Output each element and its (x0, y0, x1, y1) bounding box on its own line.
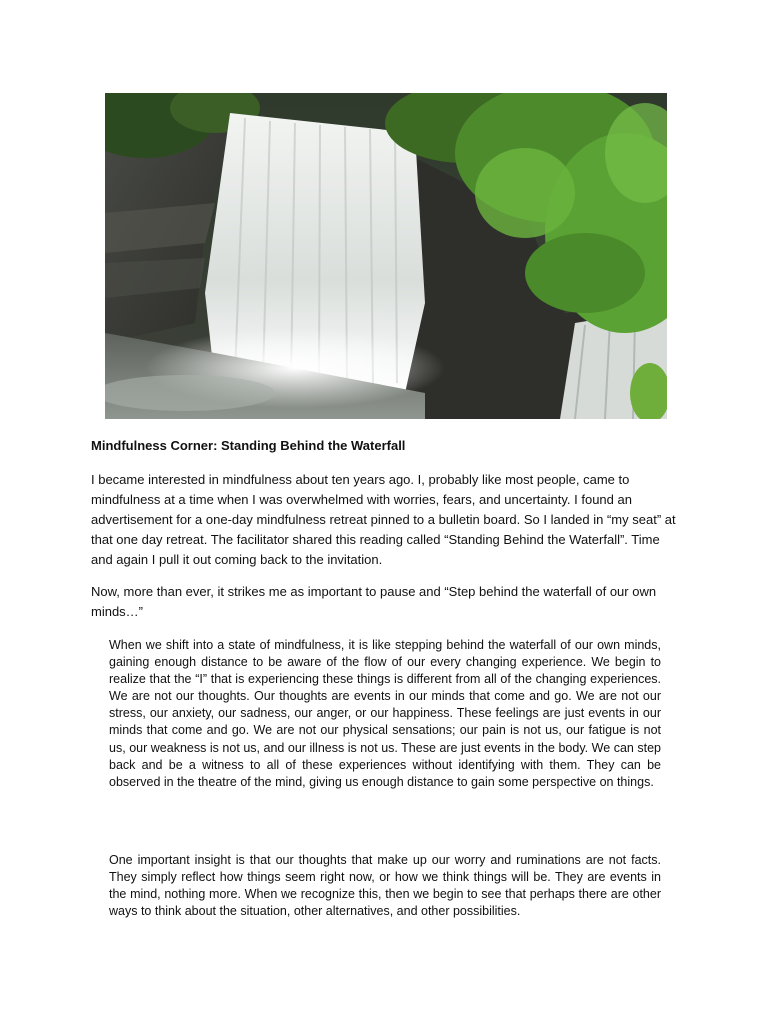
quote-paragraph: When we shift into a state of mindfulness, it is like stepping behind the waterfall of our own minds, gaining enough distance to be aware of the flow of our every changing experience. We begin to realize that the “I” that is experiencing these things is different from all of the changing experiences. We are not our thoughts. Our thoughts are events in our minds that come and go. We are not our stress, our anxiety, our sadness, our anger, or our happiness. These feelings are just events in our minds that come and go. We are not our physical sensations; our pain is not us, our fatigue is not us, our weakness is not us, and our illness is not us. These are just events in the body. We can step back and be a witness to all of these experiences without identifying with them. They can be observed in the theatre of the mind, giving us enough distance to gain some perspective on things. (109, 638, 661, 789)
waterfall-photo (105, 93, 667, 419)
article-title: Mindfulness Corner: Standing Behind the Waterfall (91, 438, 406, 453)
insight-paragraph: One important insight is that our thoughts that make up our worry and ruminations are not facts. They simply reflect how things seem right now, or how we think things will be. They are events in the mind, nothing more. When we recognize this, then we begin to see that perhaps there are other ways to think about the situation, other alternatives, and other possibilities. (109, 853, 661, 919)
intro-paragraph: I became interested in mindfulness about ten years ago. I, probably like most people, came to mindfulness at a time when I was overwhelmed with worries, fears, and uncertainty. I found an advertisement for a one-day mindfulness retreat pinned to a bulletin board. So I landed in “my seat” at that one day retreat. The facilitator shared this reading called “Standing Behind the Waterfall”. Time and again I pull it out coming back to the invitation. (91, 472, 676, 567)
invitation-paragraph: Now, more than ever, it strikes me as important to pause and “Step behind the waterfall of our own minds…” (91, 584, 657, 619)
